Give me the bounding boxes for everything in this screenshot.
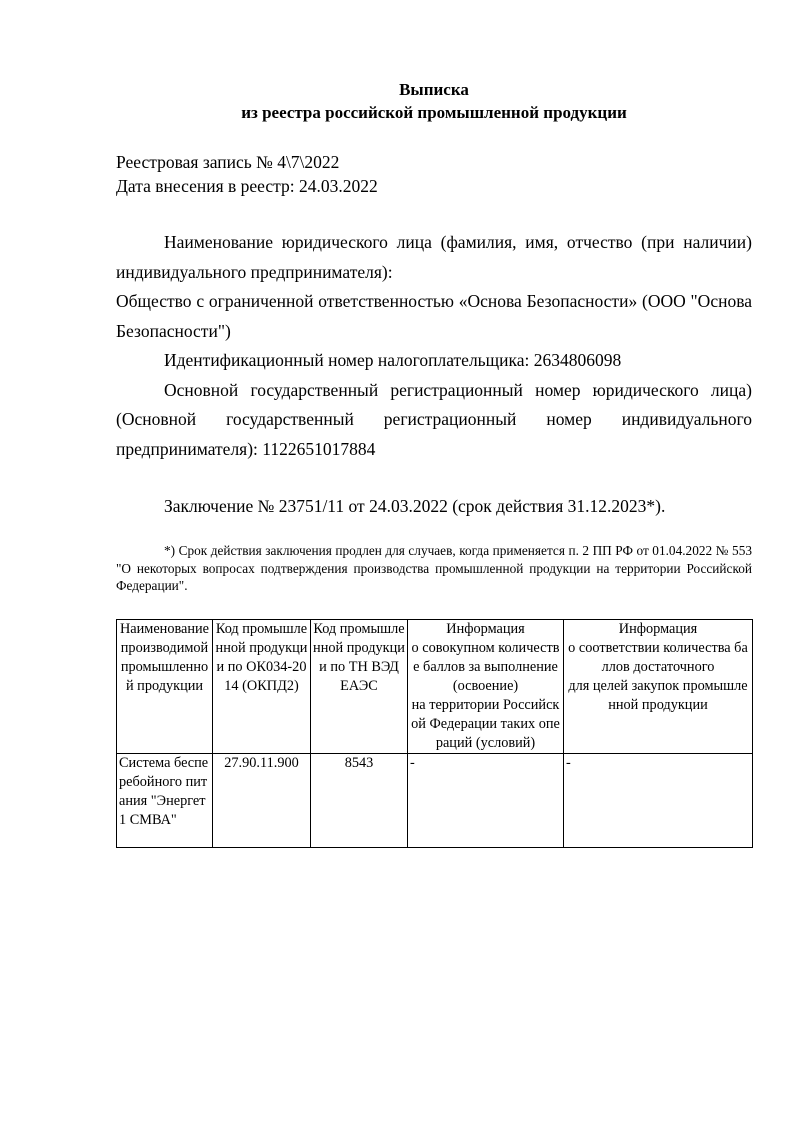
entity-name-label: Наименование юридического лица (фамилия, имя, отчество (при наличии) индивидуального предпринимателя): [116, 232, 752, 282]
document-title [116, 78, 752, 124]
table-header-row [117, 619, 753, 753]
entity-info [116, 228, 752, 464]
header-compliance-info: Информация о соответствии количества баллов достаточного для целей закупок промышленной продукции [564, 619, 753, 753]
entity-name-value: Общество с ограниченной ответственностью «Основа Безопасности» (ООО "Основа Безопасности") [116, 291, 752, 341]
conclusion-text: Заключение № 23751/11 от 24.03.2022 (срок действия 31.12.2023*). [164, 496, 666, 516]
cell-tnved-code: 8543 [311, 753, 408, 847]
header-points-info: Информация о совокупном количестве баллов за выполнение (освоение) на территории Российской Федерации таких операций (условий) [408, 619, 564, 753]
footnote-text: *) Срок действия заключения продлен для случаев, когда применяется п. 2 ПП РФ от 01.04.2022 № 553 "О некоторых вопросах подтверждения производства промышленной продукции на территории Российской Федерации". [116, 543, 752, 593]
registry-date: Дата внесения в реестр: 24.03.2022 [116, 176, 378, 196]
document-page [116, 78, 752, 848]
header-product-name: Наименование производимой промышленной продукции [117, 619, 213, 753]
entity-inn: Идентификационный номер налогоплательщика: 2634806098 [164, 350, 622, 370]
cell-points-info: - [408, 753, 564, 847]
entity-ogrn: Основной государственный регистрационный номер юридического лица) (Основной государственный регистрационный номер индивидуального предпринимателя): 1122651017884 [116, 379, 752, 459]
products-table [116, 619, 753, 848]
registry-info [116, 150, 752, 198]
table-row [117, 753, 753, 847]
registry-entry: Реестровая запись № 4\7\2022 [116, 152, 340, 172]
header-okpd2-code: Код промышленной продукции по ОК034-2014 (ОКПД2) [213, 619, 311, 753]
title-line-1: Выписка [399, 80, 469, 99]
cell-compliance-info: - [564, 753, 753, 847]
title-line-2: из реестра российской промышленной продукции [241, 103, 627, 122]
cell-okpd2-code: 27.90.11.900 [213, 753, 311, 847]
cell-product-name: Система бесперебойного питания "Энергет 1 СМВА" [117, 753, 213, 847]
header-tnved-code: Код промышленной продукции по ТН ВЭД ЕАЭС [311, 619, 408, 753]
